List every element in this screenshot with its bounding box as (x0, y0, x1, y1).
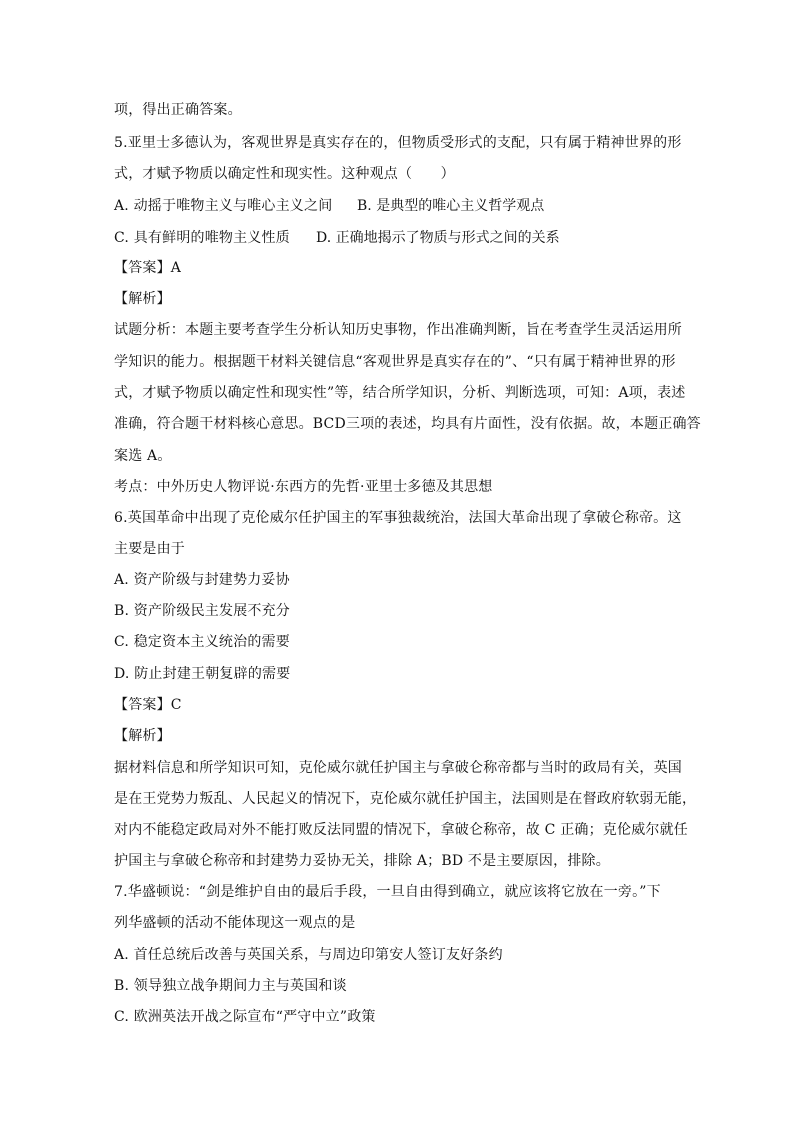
question-7-option-b: B. 领导独立战争期间力主与英国和谈 (114, 978, 347, 994)
question-6-stem: 主要是由于 (114, 541, 185, 557)
question-5-analysis: 案选 A。 (114, 448, 172, 464)
question-5-option-c: C. 具有鲜明的唯物主义性质 (114, 230, 290, 246)
question-6-analysis: 护国主与拿破仑称帝和封建势力妥协无关，排除 A；BD 不是主要原因，排除。 (114, 853, 610, 869)
question-6-stem: 6.英国革命中出现了克伦威尔任护国主的军事独裁统治，法国大革命出现了拿破仑称帝。这 (114, 510, 682, 526)
question-5-answer: 【答案】A (114, 260, 182, 276)
question-6-analysis: 据材料信息和所学知识可知，克伦威尔就任护国主与拿破仑称帝都与当时的政局有关，英国 (114, 760, 682, 776)
question-7-stem: 列华盛顿的活动不能体现这一观点的是 (114, 915, 356, 931)
question-6-analysis: 是在王党势力叛乱、人民起义的情况下，克伦威尔就任护国主，法国则是在督政府软弱无能， (114, 791, 697, 807)
question-6-option-c: C. 稳定资本主义统治的需要 (114, 634, 290, 650)
question-5-point: 考点：中外历史人物评说·东西方的先哲·亚里士多德及其思想 (114, 479, 493, 495)
question-6-answer: 【答案】C (114, 697, 182, 713)
question-7-option-a: A. 首任总统后改善与英国关系，与周边印第安人签订友好条约 (114, 947, 503, 963)
question-6-analysis: 对内不能稳定政局对外不能打败反法同盟的情况下，拿破仑称帝，故 C 正确；克伦威尔就任 (114, 822, 689, 838)
question-5-analysis: 学知识的能力。根据题干材料关键信息“客观世界是真实存在的”、“只有属于精神世界的形 (114, 354, 676, 370)
question-5-stem: 式，才赋予物质以确定性和现实性。这种观点（ ） (114, 166, 455, 182)
question-5-analysis-label: 【解析】 (114, 291, 171, 307)
question-5-analysis: 准确，符合题干材料核心意思。BCD三项的表述，均具有片面性，没有依据。故，本题正确答 (114, 416, 701, 432)
question-5-option-d: D. 正确地揭示了物质与形式之间的关系 (316, 230, 560, 246)
question-5-analysis: 试题分析：本题主要考查学生分析认知历史事物，作出准确判断，旨在考查学生灵活运用所 (114, 322, 682, 338)
question-7-stem: 7.华盛顿说：“剑是维护自由的最后手段，一旦自由得到确立，就应该将它放在一旁。”下 (114, 884, 661, 900)
question-6-analysis-label: 【解析】 (114, 728, 171, 744)
question-6-option-a: A. 资产阶级与封建势力妥协 (114, 572, 290, 588)
question-5-option-a: A. 动摇于唯物主义与唯心主义之间 (114, 198, 333, 214)
question-6-option-b: B. 资产阶级民主发展不充分 (114, 603, 290, 619)
question-5-stem: 5.亚里士多德认为，客观世界是真实存在的，但物质受形式的支配，只有属于精神世界的形 (114, 135, 682, 151)
text-line: 项，得出正确答案。 (114, 102, 242, 118)
question-7-option-c: C. 欧洲英法开战之际宣布“严守中立”政策 (114, 1009, 376, 1025)
question-5-analysis: 式，才赋予物质以确定性和现实性”等，结合所学知识，分析、判断选项，可知：A项，表述 (114, 385, 686, 401)
question-5-option-b: B. 是典型的唯心主义哲学观点 (357, 198, 545, 214)
question-6-option-d: D. 防止封建王朝复辟的需要 (114, 666, 291, 682)
